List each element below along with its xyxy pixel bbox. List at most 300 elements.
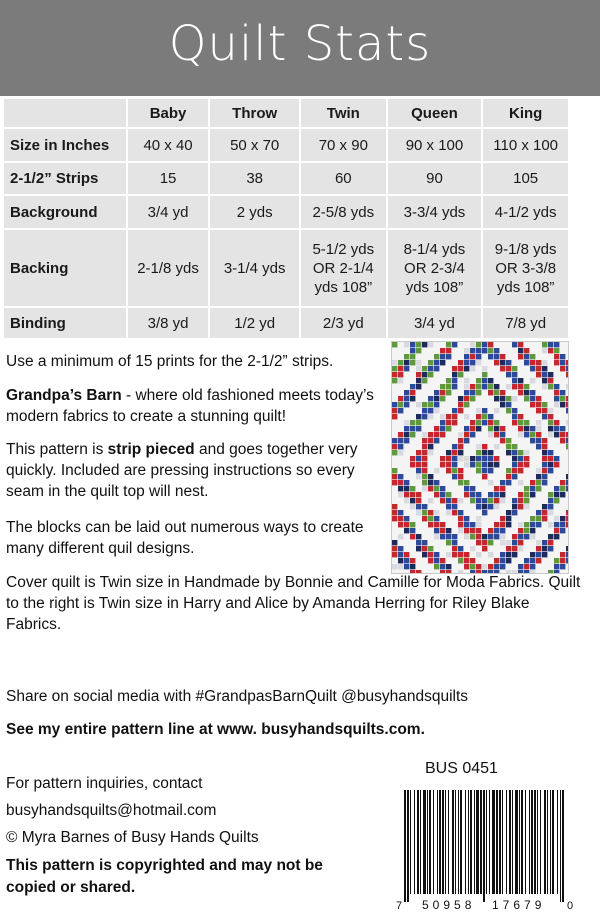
- quilt-square: [512, 438, 517, 443]
- quilt-square: [566, 558, 569, 563]
- quilt-square: [476, 522, 481, 527]
- quilt-square: [476, 504, 481, 509]
- quilt-square: [506, 408, 511, 413]
- quilt-square: [410, 480, 415, 485]
- quilt-square: [452, 552, 457, 557]
- quilt-square: [542, 408, 547, 413]
- quilt-square: [458, 534, 463, 539]
- quilt-square: [518, 522, 523, 527]
- barcode-bar: [460, 790, 462, 894]
- quilt-square: [446, 564, 451, 569]
- quilt-square: [482, 456, 487, 461]
- quilt-square: [458, 354, 463, 359]
- quilt-square: [566, 468, 569, 473]
- quilt-square: [518, 456, 523, 461]
- quilt-square: [470, 570, 475, 574]
- table-cell: 2 yds: [209, 195, 300, 229]
- quilt-square: [452, 438, 457, 443]
- quilt-square: [494, 396, 499, 401]
- quilt-square: [494, 504, 499, 509]
- quilt-square: [452, 492, 457, 497]
- quilt-square: [536, 504, 541, 509]
- barcode-bar: [486, 790, 487, 894]
- quilt-square: [500, 366, 505, 371]
- strip-pieced-emphasis: strip pieced: [107, 441, 195, 458]
- barcode-bar: [470, 790, 472, 894]
- quilt-square: [464, 342, 469, 347]
- quilt-square: [554, 468, 559, 473]
- table-cell: 8-1/4 yds OR 2-3/4 yds 108”: [387, 229, 483, 307]
- quilt-square: [488, 390, 493, 395]
- barcode-bar: [544, 790, 546, 894]
- quilt-square: [524, 474, 529, 479]
- quilt-square: [548, 402, 553, 407]
- quilt-square: [548, 438, 553, 443]
- barcode-bar: [550, 790, 551, 894]
- quilt-square: [476, 348, 481, 353]
- quilt-square: [452, 408, 457, 413]
- quilt-square: [560, 492, 565, 497]
- table-cell: 4-1/2 yds: [482, 195, 569, 229]
- quilt-square: [452, 510, 457, 515]
- quilt-square: [404, 438, 409, 443]
- quilt-square: [428, 450, 433, 455]
- quilt-square: [476, 420, 481, 425]
- quilt-square: [464, 438, 469, 443]
- quilt-square: [416, 480, 421, 485]
- quilt-square: [500, 450, 505, 455]
- quilt-square: [428, 510, 433, 515]
- quilt-square: [422, 570, 427, 574]
- quilt-square: [416, 468, 421, 473]
- quilt-square: [434, 486, 439, 491]
- quilt-square: [398, 570, 403, 574]
- quilt-square: [554, 432, 559, 437]
- quilt-square: [524, 402, 529, 407]
- quilt-square: [500, 360, 505, 365]
- quilt-square: [434, 456, 439, 461]
- quilt-square: [536, 480, 541, 485]
- quilt-square: [422, 468, 427, 473]
- quilt-square: [464, 426, 469, 431]
- quilt-square: [398, 438, 403, 443]
- quilt-square: [500, 408, 505, 413]
- quilt-square: [428, 516, 433, 521]
- quilt-square: [542, 498, 547, 503]
- quilt-square: [494, 390, 499, 395]
- quilt-square: [452, 450, 457, 455]
- quilt-square: [398, 522, 403, 527]
- quilt-square: [482, 474, 487, 479]
- quilt-square: [422, 432, 427, 437]
- quilt-square: [560, 396, 565, 401]
- quilt-square: [506, 444, 511, 449]
- quilt-square: [452, 366, 457, 371]
- quilt-square: [434, 438, 439, 443]
- quilt-square: [464, 474, 469, 479]
- pattern-line-link[interactable]: See my entire pattern line at www. busyhandsquilts.com.: [6, 721, 425, 738]
- quilt-square: [530, 438, 535, 443]
- quilt-square: [464, 432, 469, 437]
- quilt-square: [392, 552, 397, 557]
- table-cell: 50 x 70: [209, 128, 300, 162]
- table-cell: 2/3 yd: [300, 307, 387, 339]
- quilt-square: [566, 384, 569, 389]
- quilt-square: [512, 528, 517, 533]
- quilt-square: [554, 438, 559, 443]
- quilt-square: [500, 396, 505, 401]
- quilt-square: [554, 390, 559, 395]
- quilt-square: [434, 534, 439, 539]
- quilt-square: [542, 516, 547, 521]
- quilt-square: [422, 390, 427, 395]
- quilt-square: [470, 438, 475, 443]
- quilt-square: [440, 390, 445, 395]
- quilt-square: [566, 528, 569, 533]
- quilt-square: [476, 390, 481, 395]
- quilt-square: [392, 522, 397, 527]
- quilt-square: [422, 522, 427, 527]
- quilt-square: [470, 390, 475, 395]
- quilt-square: [422, 528, 427, 533]
- quilt-square: [398, 516, 403, 521]
- quilt-square: [410, 486, 415, 491]
- quilt-square: [440, 342, 445, 347]
- quilt-square: [554, 426, 559, 431]
- quilt-square: [482, 570, 487, 574]
- quilt-square: [446, 510, 451, 515]
- quilt-square: [512, 546, 517, 551]
- quilt-square: [392, 450, 397, 455]
- quilt-square: [500, 390, 505, 395]
- quilt-square: [422, 408, 427, 413]
- quilt-square: [404, 480, 409, 485]
- quilt-square: [548, 456, 553, 461]
- quilt-square: [428, 498, 433, 503]
- product-code: BUS 0451: [425, 760, 498, 777]
- quilt-square: [548, 390, 553, 395]
- quilt-square: [482, 384, 487, 389]
- quilt-square: [494, 348, 499, 353]
- barcode-bar: [521, 790, 523, 894]
- quilt-square: [494, 354, 499, 359]
- quilt-square: [446, 384, 451, 389]
- barcode-bar: [437, 790, 438, 894]
- quilt-square: [458, 360, 463, 365]
- quilt-square: [416, 450, 421, 455]
- quilt-square: [464, 468, 469, 473]
- quilt-square: [470, 522, 475, 527]
- quilt-square: [452, 384, 457, 389]
- quilt-square: [494, 498, 499, 503]
- quilt-square: [500, 528, 505, 533]
- quilt-square: [458, 456, 463, 461]
- quilt-square: [476, 342, 481, 347]
- quilt-square: [488, 360, 493, 365]
- quilt-square: [482, 444, 487, 449]
- quilt-square: [398, 378, 403, 383]
- quilt-square: [488, 570, 493, 574]
- quilt-square: [404, 420, 409, 425]
- quilt-square: [554, 420, 559, 425]
- quilt-square: [440, 498, 445, 503]
- quilt-square: [476, 432, 481, 437]
- quilt-square: [488, 564, 493, 569]
- quilt-square: [512, 426, 517, 431]
- quilt-square: [410, 516, 415, 521]
- quilt-square: [506, 390, 511, 395]
- construction-text-a: This pattern is: [6, 441, 108, 458]
- quilt-square: [446, 444, 451, 449]
- quilt-square: [512, 420, 517, 425]
- quilt-square: [524, 498, 529, 503]
- quilt-square: [446, 438, 451, 443]
- barcode-bar: [476, 790, 479, 894]
- barcode-bar: [483, 790, 485, 902]
- quilt-square: [488, 438, 493, 443]
- quilt-square: [512, 366, 517, 371]
- quilt-square: [512, 402, 517, 407]
- quilt-square: [506, 342, 511, 347]
- quilt-square: [566, 552, 569, 557]
- quilt-square: [398, 396, 403, 401]
- quilt-square: [566, 444, 569, 449]
- quilt-square: [482, 486, 487, 491]
- quilt-square: [428, 462, 433, 467]
- quilt-square: [428, 396, 433, 401]
- quilt-square: [554, 462, 559, 467]
- row-label: Background: [3, 195, 127, 229]
- quilt-square: [470, 426, 475, 431]
- quilt-square: [458, 480, 463, 485]
- quilt-square: [566, 570, 569, 574]
- quilt-square: [548, 534, 553, 539]
- contact-email[interactable]: busyhandsquilts@hotmail.com: [6, 802, 217, 819]
- quilt-square: [536, 534, 541, 539]
- quilt-square: [536, 408, 541, 413]
- quilt-square: [464, 366, 469, 371]
- quilt-square: [422, 426, 427, 431]
- quilt-square: [464, 360, 469, 365]
- quilt-square: [536, 444, 541, 449]
- quilt-square: [446, 426, 451, 431]
- quilt-square: [542, 384, 547, 389]
- quilt-square: [428, 360, 433, 365]
- quilt-square: [476, 480, 481, 485]
- quilt-square: [446, 348, 451, 353]
- quilt-square: [392, 360, 397, 365]
- quilt-square: [500, 378, 505, 383]
- barcode-bar: [427, 790, 428, 894]
- quilt-square: [404, 462, 409, 467]
- quilt-square: [554, 486, 559, 491]
- quilt-square: [458, 528, 463, 533]
- barcode-bar: [547, 790, 548, 894]
- quilt-square: [530, 372, 535, 377]
- quilt-square: [506, 414, 511, 419]
- column-header: Baby: [127, 98, 210, 128]
- quilt-square: [464, 498, 469, 503]
- quilt-square: [542, 456, 547, 461]
- quilt-square: [482, 414, 487, 419]
- quilt-square: [428, 372, 433, 377]
- quilt-square: [476, 498, 481, 503]
- quilt-square: [554, 378, 559, 383]
- quilt-square: [560, 534, 565, 539]
- quilt-square: [446, 570, 451, 574]
- quilt-square: [422, 456, 427, 461]
- quilt-square: [458, 462, 463, 467]
- barcode-bar: [502, 790, 503, 894]
- quilt-square: [500, 504, 505, 509]
- quilt-square: [518, 492, 523, 497]
- quilt-square: [458, 402, 463, 407]
- quilt-square: [524, 516, 529, 521]
- table-cell: 9-1/8 yds OR 3-3/8 yds 108”: [482, 229, 569, 307]
- quilt-square: [470, 348, 475, 353]
- quilt-square: [512, 498, 517, 503]
- quilt-square: [392, 480, 397, 485]
- quilt-square: [404, 534, 409, 539]
- quilt-square: [410, 372, 415, 377]
- quilt-square: [404, 522, 409, 527]
- quilt-square: [470, 366, 475, 371]
- quilt-square: [548, 504, 553, 509]
- quilt-square: [560, 450, 565, 455]
- quilt-square: [434, 570, 439, 574]
- barcode-bar: [465, 790, 466, 894]
- quilt-square: [566, 396, 569, 401]
- quilt-square: [482, 390, 487, 395]
- quilt-square: [410, 498, 415, 503]
- quilt-square: [530, 354, 535, 359]
- quilt-square: [518, 426, 523, 431]
- quilt-square: [482, 462, 487, 467]
- quilt-square: [548, 570, 553, 574]
- quilt-square: [548, 396, 553, 401]
- quilt-square: [482, 438, 487, 443]
- quilt-square: [560, 480, 565, 485]
- quilt-square: [404, 486, 409, 491]
- quilt-square: [542, 510, 547, 515]
- quilt-square: [458, 396, 463, 401]
- quilt-square: [410, 444, 415, 449]
- quilt-square: [488, 546, 493, 551]
- quilt-square: [494, 480, 499, 485]
- quilt-square: [416, 432, 421, 437]
- table-cell: 3-1/4 yds: [209, 229, 300, 307]
- quilt-square: [410, 450, 415, 455]
- quilt-square: [536, 354, 541, 359]
- quilt-square: [560, 510, 565, 515]
- quilt-square: [518, 420, 523, 425]
- quilt-square: [542, 444, 547, 449]
- quilt-square: [494, 408, 499, 413]
- quilt-square: [500, 474, 505, 479]
- quilt-square: [452, 570, 457, 574]
- quilt-square: [458, 468, 463, 473]
- quilt-square: [536, 450, 541, 455]
- quilt-square: [410, 540, 415, 545]
- quilt-square: [482, 504, 487, 509]
- quilt-square: [476, 456, 481, 461]
- quilt-square: [482, 342, 487, 347]
- quilt-square: [416, 360, 421, 365]
- quilt-square: [440, 516, 445, 521]
- quilt-square: [530, 516, 535, 521]
- quilt-square: [512, 432, 517, 437]
- quilt-square: [422, 474, 427, 479]
- quilt-square: [428, 486, 433, 491]
- quilt-square: [548, 348, 553, 353]
- quilt-square: [416, 564, 421, 569]
- column-header: Queen: [387, 98, 483, 128]
- quilt-square: [530, 444, 535, 449]
- quilt-square: [560, 474, 565, 479]
- quilt-square: [566, 492, 569, 497]
- quilt-square: [530, 426, 535, 431]
- quilt-square: [422, 342, 427, 347]
- quilt-square: [506, 552, 511, 557]
- quilt-square: [458, 570, 463, 574]
- quilt-square: [434, 414, 439, 419]
- quilt-square: [530, 540, 535, 545]
- quilt-square: [398, 348, 403, 353]
- quilt-square: [536, 546, 541, 551]
- quilt-square: [566, 504, 569, 509]
- quilt-square: [500, 462, 505, 467]
- quilt-square: [464, 552, 469, 557]
- quilt-square: [422, 438, 427, 443]
- quilt-square: [482, 402, 487, 407]
- quilt-square: [518, 402, 523, 407]
- quilt-square: [404, 402, 409, 407]
- quilt-square: [518, 408, 523, 413]
- quilt-square: [458, 414, 463, 419]
- quilt-square: [530, 366, 535, 371]
- quilt-square: [476, 570, 481, 574]
- quilt-square: [494, 438, 499, 443]
- quilt-square: [392, 468, 397, 473]
- quilt-square: [428, 432, 433, 437]
- quilt-square: [392, 402, 397, 407]
- quilt-square: [512, 570, 517, 574]
- quilt-square: [548, 498, 553, 503]
- quilt-square: [416, 552, 421, 557]
- quilt-square: [392, 504, 397, 509]
- quilt-square: [482, 528, 487, 533]
- quilt-square: [488, 552, 493, 557]
- quilt-square: [470, 540, 475, 545]
- quilt-square: [530, 546, 535, 551]
- table-cell: 60: [300, 162, 387, 195]
- quilt-square: [398, 510, 403, 515]
- table-cell: 2-5/8 yds: [300, 195, 387, 229]
- quilt-square: [398, 546, 403, 551]
- quilt-square: [488, 396, 493, 401]
- quilt-square: [506, 438, 511, 443]
- quilt-square: [524, 468, 529, 473]
- quilt-square: [452, 426, 457, 431]
- quilt-square: [554, 384, 559, 389]
- quilt-square: [542, 402, 547, 407]
- quilt-square: [422, 348, 427, 353]
- quilt-square: [536, 366, 541, 371]
- quilt-square: [500, 480, 505, 485]
- quilt-square: [536, 516, 541, 521]
- quilt-square: [404, 426, 409, 431]
- quilt-square: [494, 540, 499, 545]
